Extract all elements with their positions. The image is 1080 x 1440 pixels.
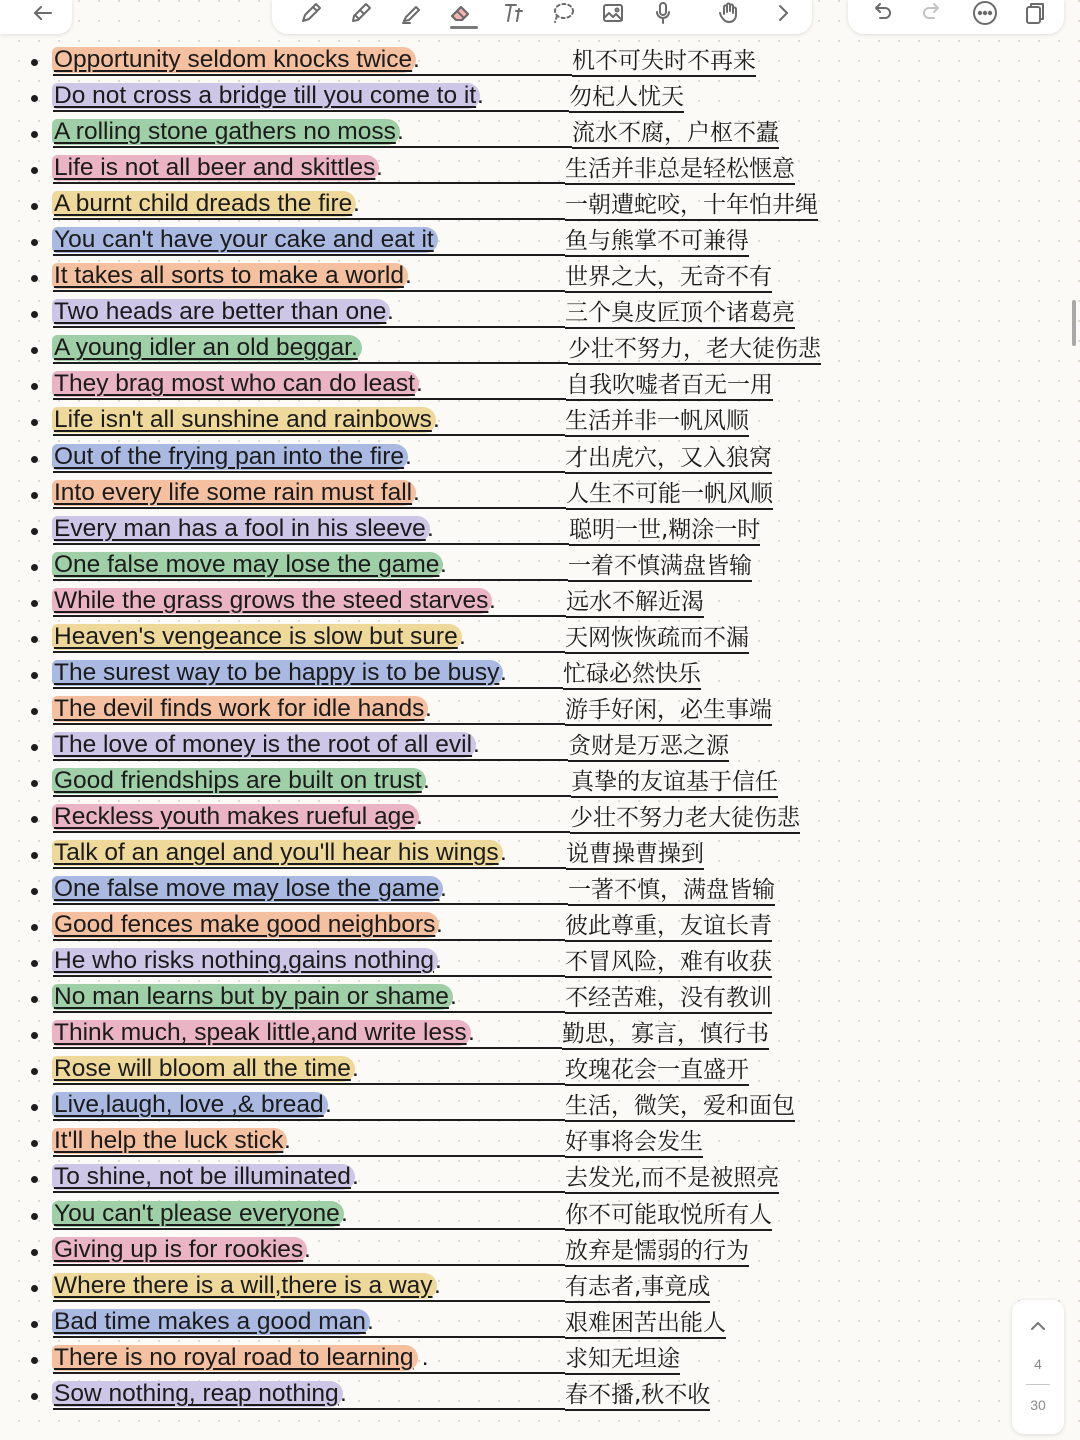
- proverb-row: [0, 621, 1080, 657]
- english-proverb: [52, 83, 480, 109]
- english-underline: [53, 903, 568, 905]
- chinese-translation: 鱼与熊掌不可兼得: [565, 227, 749, 257]
- chevron-right-icon[interactable]: [766, 0, 800, 30]
- proverb-row: [0, 1234, 1080, 1270]
- english-text: Giving up is for rookies: [54, 1235, 304, 1263]
- chinese-translation: 生活，微笑，爱和面包: [565, 1092, 795, 1122]
- english-trailing-punctuation: .: [433, 406, 440, 434]
- chinese-translation: 自我吹嘘者百无一用: [566, 371, 773, 401]
- bullet-point: [31, 347, 38, 354]
- more-icon[interactable]: [968, 0, 1002, 30]
- english-proverb: [52, 1237, 307, 1263]
- english-proverb: [52, 263, 408, 289]
- proverb-row: [0, 657, 1080, 693]
- english-text: Sow nothing, reap nothing: [54, 1379, 339, 1407]
- english-trailing-punctuation: .: [450, 983, 457, 1011]
- english-proverb: [52, 516, 430, 542]
- page-navigator: [1012, 1300, 1064, 1434]
- chinese-translation: 你不可能取悦所有人: [565, 1201, 772, 1231]
- bullet-point: [31, 1321, 38, 1328]
- bullet-point: [31, 131, 38, 138]
- english-underline: [53, 759, 568, 761]
- english-trailing-punctuation: .: [489, 586, 496, 614]
- bullet-point: [31, 1249, 38, 1256]
- english-proverb: [52, 1164, 355, 1190]
- chinese-translation: 有志者,事竟成: [565, 1273, 710, 1303]
- english-trailing-punctuation: .: [435, 947, 442, 975]
- english-trailing-punctuation: .: [284, 1127, 291, 1155]
- chinese-translation: 世界之大，无奇不有: [565, 263, 772, 293]
- chinese-translation: 求知无坦途: [565, 1345, 680, 1375]
- english-proverb: [52, 1201, 344, 1227]
- english-underline: [53, 543, 569, 545]
- english-proverb: [52, 660, 503, 686]
- english-text: Do not cross a bridge till you come to it: [54, 82, 477, 110]
- chinese-translation: 一著不慎，满盘皆输: [568, 876, 775, 906]
- english-text: Opportunity seldom knocks twice: [54, 46, 413, 73]
- english-underline: [53, 254, 565, 256]
- english-underline: [53, 723, 565, 725]
- chinese-translation: 忙碌必然快乐: [563, 660, 701, 690]
- proverb-row: [0, 404, 1080, 440]
- english-trailing-punctuation: .: [405, 442, 412, 470]
- english-text: You can't please everyone: [54, 1199, 340, 1227]
- arrow-left-icon[interactable]: [26, 0, 60, 30]
- english-proverb: [52, 804, 419, 830]
- english-trailing-punctuation: .: [416, 370, 423, 398]
- english-underline: [53, 362, 568, 364]
- proverb-row: [0, 1306, 1080, 1342]
- undo-icon[interactable]: [864, 0, 898, 30]
- proverb-row: [0, 945, 1080, 981]
- english-proverb: [52, 624, 462, 650]
- english-underline: [53, 1228, 565, 1230]
- bullet-point: [31, 239, 38, 246]
- bullet-point: [31, 1357, 38, 1364]
- english-underline: [53, 398, 566, 400]
- english-trailing-punctuation: .: [415, 1343, 429, 1371]
- highlighter-icon[interactable]: [394, 0, 428, 30]
- chinese-translation: 一朝遭蛇咬，十年怕井绳: [565, 191, 818, 221]
- chinese-translation: 机不可失时不再来: [572, 47, 756, 77]
- english-trailing-punctuation: .: [427, 514, 434, 542]
- chinese-translation: 玫瑰花会一直盛开: [565, 1056, 749, 1086]
- chinese-translation: 说曹操曹操到: [566, 840, 704, 870]
- bullet-point: [31, 1104, 38, 1111]
- english-underline: [53, 651, 565, 653]
- english-text: The love of money is the root of all evil: [54, 730, 473, 758]
- bullet-point: [31, 960, 38, 967]
- text-tool-icon[interactable]: [496, 0, 530, 30]
- english-trailing-punctuation: .: [473, 730, 480, 758]
- english-trailing-punctuation: .: [325, 1091, 332, 1119]
- english-proverb: [52, 191, 356, 217]
- proverb-row: [0, 152, 1080, 188]
- english-text: A young idler an old beggar.: [54, 334, 358, 362]
- english-trailing-punctuation: .: [341, 1199, 348, 1227]
- microphone-icon[interactable]: [646, 0, 680, 30]
- bullet-point: [31, 59, 38, 66]
- chinese-translation: 不冒风险，难有收获: [565, 948, 772, 978]
- proverb-row: [0, 1198, 1080, 1234]
- chinese-translation: 游手好闲，必生事端: [565, 696, 772, 726]
- pen-icon[interactable]: [294, 0, 328, 30]
- proverb-row: [0, 224, 1080, 260]
- english-proverb: [52, 335, 362, 361]
- bullet-point: [31, 672, 38, 679]
- english-text: Life isn't all sunshine and rainbows: [54, 406, 432, 434]
- proverb-row: [0, 909, 1080, 945]
- proverb-row: [0, 1378, 1080, 1414]
- english-underline: [53, 1047, 562, 1049]
- chinese-translation: 贪财是万恶之源: [568, 732, 729, 762]
- english-proverb: [52, 948, 438, 974]
- english-proverb: [52, 227, 438, 253]
- hand-icon[interactable]: [712, 0, 746, 30]
- english-underline: [53, 615, 566, 617]
- english-underline: [53, 1155, 565, 1157]
- english-proverb: [52, 912, 439, 938]
- english-proverb: [52, 588, 492, 614]
- english-underline: [53, 1300, 565, 1302]
- proverb-row: [0, 188, 1080, 224]
- image-icon[interactable]: [596, 0, 630, 30]
- english-text: It takes all sorts to make a world: [54, 262, 404, 290]
- tool-toolbar: [272, 0, 812, 34]
- english-proverb: [52, 47, 416, 73]
- english-proverb: [52, 480, 416, 506]
- chinese-translation: 艰难困苦出能人: [565, 1309, 726, 1339]
- english-text: Good fences make good neighbors: [54, 911, 436, 939]
- proverb-row: [0, 765, 1080, 801]
- english-trailing-punctuation: .: [440, 875, 447, 903]
- english-underline: [53, 110, 569, 112]
- proverb-row: [0, 981, 1080, 1017]
- english-trailing-punctuation: .: [440, 550, 447, 578]
- bullet-point: [31, 744, 38, 751]
- english-proverb: [52, 1345, 418, 1371]
- bullet-point: [31, 528, 38, 535]
- chinese-translation: 三个臭皮匠顶个诸葛亮: [565, 299, 795, 329]
- chinese-translation: 彼此尊重，友谊长青: [565, 912, 772, 942]
- proverb-row: [0, 1161, 1080, 1197]
- english-trailing-punctuation: .: [304, 1235, 311, 1263]
- english-underline: [53, 1336, 565, 1338]
- bullet-point: [31, 95, 38, 102]
- english-text: Live,laugh, love ,& bread: [54, 1091, 324, 1119]
- english-trailing-punctuation: .: [423, 766, 430, 794]
- english-underline: [53, 1119, 565, 1121]
- bullet-point: [31, 167, 38, 174]
- english-text: To shine, not be illuminated: [54, 1163, 351, 1191]
- english-proverb: [52, 876, 443, 902]
- english-trailing-punctuation: .: [352, 1055, 359, 1083]
- proverb-row: [0, 873, 1080, 909]
- bullet-point: [31, 1032, 38, 1039]
- proverb-row: [0, 332, 1080, 368]
- english-proverb: [52, 984, 453, 1010]
- active-tool-indicator: [450, 26, 478, 29]
- bullet-point: [31, 1213, 38, 1220]
- pages-icon[interactable]: [1018, 0, 1052, 30]
- chinese-translation: 勿杞人忧天: [569, 83, 684, 113]
- english-trailing-punctuation: .: [436, 911, 443, 939]
- english-trailing-punctuation: .: [405, 262, 412, 290]
- english-underline: [53, 975, 565, 977]
- chinese-translation: 天网恢恢疏而不漏: [565, 624, 749, 654]
- proverb-row: [0, 693, 1080, 729]
- english-proverb: [52, 299, 390, 325]
- english-proverb: [52, 119, 400, 145]
- english-proverb: [52, 1309, 370, 1335]
- proverb-row: [0, 837, 1080, 873]
- bullet-point: [31, 311, 38, 318]
- english-trailing-punctuation: .: [500, 658, 507, 686]
- english-text: Reckless youth makes rueful age: [54, 802, 415, 830]
- english-trailing-punctuation: .: [340, 1379, 347, 1407]
- bullet-point: [31, 203, 38, 210]
- proverb-row: [0, 1342, 1080, 1378]
- english-underline: [53, 218, 565, 220]
- right-toolbar: [848, 0, 1064, 34]
- english-text: Out of the frying pan into the fire: [54, 442, 405, 470]
- chinese-translation: 聪明一世,糊涂一时: [569, 516, 760, 546]
- english-proverb: [52, 1273, 437, 1299]
- english-underline: [53, 507, 566, 509]
- chinese-translation: 去发光,而不是被照亮: [565, 1164, 779, 1194]
- english-trailing-punctuation: .: [352, 1163, 359, 1191]
- english-text: They brag most who can do least: [54, 370, 415, 398]
- english-text: One false move may lose the game: [54, 550, 440, 578]
- proverb-list: [0, 44, 1080, 1414]
- proverb-row: [0, 729, 1080, 765]
- english-text: He who risks nothing,gains nothing: [54, 947, 434, 975]
- proverb-row: [0, 80, 1080, 116]
- english-underline: [53, 182, 565, 184]
- english-underline: [53, 146, 572, 148]
- back-toolbar: [0, 0, 72, 34]
- english-trailing-punctuation: .: [413, 478, 420, 506]
- english-proverb: [52, 732, 476, 758]
- bullet-point: [31, 456, 38, 463]
- english-text: Into every life some rain must fall: [54, 478, 413, 506]
- english-text: There is no royal road to learning: [54, 1343, 414, 1371]
- english-proverb: [52, 768, 426, 794]
- english-underline: [53, 939, 565, 941]
- total-page-count: 30: [1030, 1397, 1046, 1413]
- english-underline: [53, 795, 571, 797]
- english-trailing-punctuation: .: [367, 1307, 374, 1335]
- proverb-row: [0, 260, 1080, 296]
- bullet-point: [31, 996, 38, 1003]
- english-text: The surest way to be happy is to be busy: [54, 658, 500, 686]
- proverb-row: [0, 1089, 1080, 1125]
- bullet-point: [31, 1140, 38, 1147]
- proverb-row: [0, 1017, 1080, 1053]
- english-text: Heaven's vengeance is slow but sure: [54, 622, 458, 650]
- english-trailing-punctuation: .: [387, 298, 394, 326]
- chinese-translation: 真挚的友谊基于信任: [571, 768, 778, 798]
- chinese-translation: 勤思，寡言，慎行书: [562, 1020, 769, 1050]
- chinese-translation: 生活并非总是轻松惬意: [565, 155, 795, 185]
- english-trailing-punctuation: .: [500, 839, 507, 867]
- proverb-row: [0, 1053, 1080, 1089]
- english-proverb: [52, 1381, 343, 1407]
- english-underline: [53, 290, 565, 292]
- english-underline: [53, 831, 570, 833]
- english-underline: [53, 74, 572, 76]
- english-text: Think much, speak little,and write less: [54, 1019, 467, 1047]
- english-text: It'll help the luck stick: [54, 1127, 284, 1155]
- english-underline: [53, 1408, 565, 1410]
- english-underline: [53, 326, 565, 328]
- english-underline: [53, 1083, 565, 1085]
- english-proverb: [52, 444, 408, 470]
- proverb-row: [0, 116, 1080, 152]
- english-text: Good friendships are built on trust: [54, 766, 422, 794]
- english-proverb: [52, 1056, 355, 1082]
- english-trailing-punctuation: .: [353, 190, 360, 218]
- english-text: One false move may lose the game: [54, 875, 440, 903]
- bullet-point: [31, 924, 38, 931]
- english-text: Every man has a fool in his sleeve: [54, 514, 426, 542]
- chinese-translation: 人生不可能一帆风顺: [566, 480, 773, 510]
- current-page-number: 4: [1034, 1356, 1042, 1372]
- english-underline: [53, 1011, 565, 1013]
- english-trailing-punctuation: .: [376, 154, 383, 182]
- english-text: You can't have your cake and eat it: [54, 226, 434, 254]
- chevron-up-icon[interactable]: [1026, 1314, 1050, 1338]
- redo-icon[interactable]: [916, 0, 950, 30]
- chinese-translation: 少壮不努力，老大徒伤悲: [568, 335, 821, 365]
- chinese-translation: 流水不腐，户枢不蠹: [572, 119, 779, 149]
- english-proverb: [52, 840, 503, 866]
- english-proverb: [52, 155, 379, 181]
- chinese-translation: 不经苦难，没有教训: [565, 984, 772, 1014]
- proverb-row: [0, 296, 1080, 332]
- bullet-point: [31, 492, 38, 499]
- chinese-translation: 生活并非一帆风顺: [565, 407, 749, 437]
- proverb-row: [0, 44, 1080, 80]
- chinese-translation: 远水不解近渴: [566, 588, 704, 618]
- english-text: No man learns but by pain or shame: [54, 983, 449, 1011]
- english-proverb: [52, 407, 436, 433]
- english-proverb: [52, 371, 419, 397]
- chinese-translation: 才出虎穴，又入狼窝: [565, 444, 772, 474]
- english-underline: [53, 471, 565, 473]
- english-trailing-punctuation: .: [425, 694, 432, 722]
- pencil-icon[interactable]: [344, 0, 378, 30]
- bullet-point: [31, 1176, 38, 1183]
- proverb-row: [0, 477, 1080, 513]
- english-text: Two heads are better than one: [54, 298, 387, 326]
- english-trailing-punctuation: .: [416, 802, 423, 830]
- english-text: Talk of an angel and you'll hear his wings: [54, 839, 499, 867]
- bullet-point: [31, 636, 38, 643]
- english-text: The devil finds work for idle hands: [54, 694, 425, 722]
- bullet-point: [31, 780, 38, 787]
- english-trailing-punctuation: .: [459, 622, 466, 650]
- proverb-row: [0, 441, 1080, 477]
- english-underline: [53, 1191, 565, 1193]
- chinese-translation: 一着不慎满盘皆输: [568, 552, 752, 582]
- english-text: While the grass grows the steed starves: [54, 586, 489, 614]
- english-underline: [53, 1372, 565, 1374]
- bullet-point: [31, 1068, 38, 1075]
- english-text: Rose will bloom all the time: [54, 1055, 351, 1083]
- english-trailing-punctuation: .: [468, 1019, 475, 1047]
- scrollbar-thumb[interactable]: [1072, 300, 1076, 346]
- lasso-icon[interactable]: [546, 0, 580, 30]
- bullet-point: [31, 564, 38, 571]
- english-proverb: [52, 552, 443, 578]
- proverb-row: [0, 801, 1080, 837]
- proverb-row: [0, 513, 1080, 549]
- english-trailing-punctuation: .: [397, 118, 404, 146]
- english-trailing-punctuation: .: [434, 1271, 441, 1299]
- bullet-point: [31, 888, 38, 895]
- english-proverb: [52, 696, 428, 722]
- english-trailing-punctuation: .: [413, 46, 420, 73]
- english-underline: [53, 434, 565, 436]
- english-text: A rolling stone gathers no moss: [54, 118, 396, 146]
- english-underline: [53, 579, 568, 581]
- bullet-point: [31, 383, 38, 390]
- proverb-row: [0, 549, 1080, 585]
- english-underline: [53, 1264, 565, 1266]
- english-underline: [53, 867, 566, 869]
- proverb-row: [0, 585, 1080, 621]
- proverb-row: [0, 1125, 1080, 1161]
- chinese-translation: 好事将会发生: [565, 1128, 703, 1158]
- bullet-point: [31, 600, 38, 607]
- proverb-row: [0, 368, 1080, 404]
- english-text: A burnt child dreads the fire: [54, 190, 353, 218]
- proverb-row: [0, 1270, 1080, 1306]
- chinese-translation: 放弃是懦弱的行为: [565, 1237, 749, 1267]
- chinese-translation: 少壮不努力老大徒伤悲: [570, 804, 800, 834]
- english-text: Bad time makes a good man: [54, 1307, 366, 1335]
- english-proverb: [52, 1128, 287, 1154]
- bullet-point: [31, 1285, 38, 1292]
- english-text: Where there is a will,there is a way: [54, 1271, 433, 1299]
- english-underline: [53, 687, 563, 689]
- bullet-point: [31, 708, 38, 715]
- bullet-point: [31, 1393, 38, 1400]
- bullet-point: [31, 275, 38, 282]
- english-trailing-punctuation: .: [477, 82, 484, 110]
- bullet-point: [31, 816, 38, 823]
- bullet-point: [31, 852, 38, 859]
- english-proverb: [52, 1092, 328, 1118]
- page-divider: [1026, 1384, 1050, 1385]
- bullet-point: [31, 419, 38, 426]
- english-proverb: [52, 1020, 471, 1046]
- english-text: Life is not all beer and skittles: [54, 154, 376, 182]
- chinese-translation: 春不播,秋不收: [565, 1381, 710, 1411]
